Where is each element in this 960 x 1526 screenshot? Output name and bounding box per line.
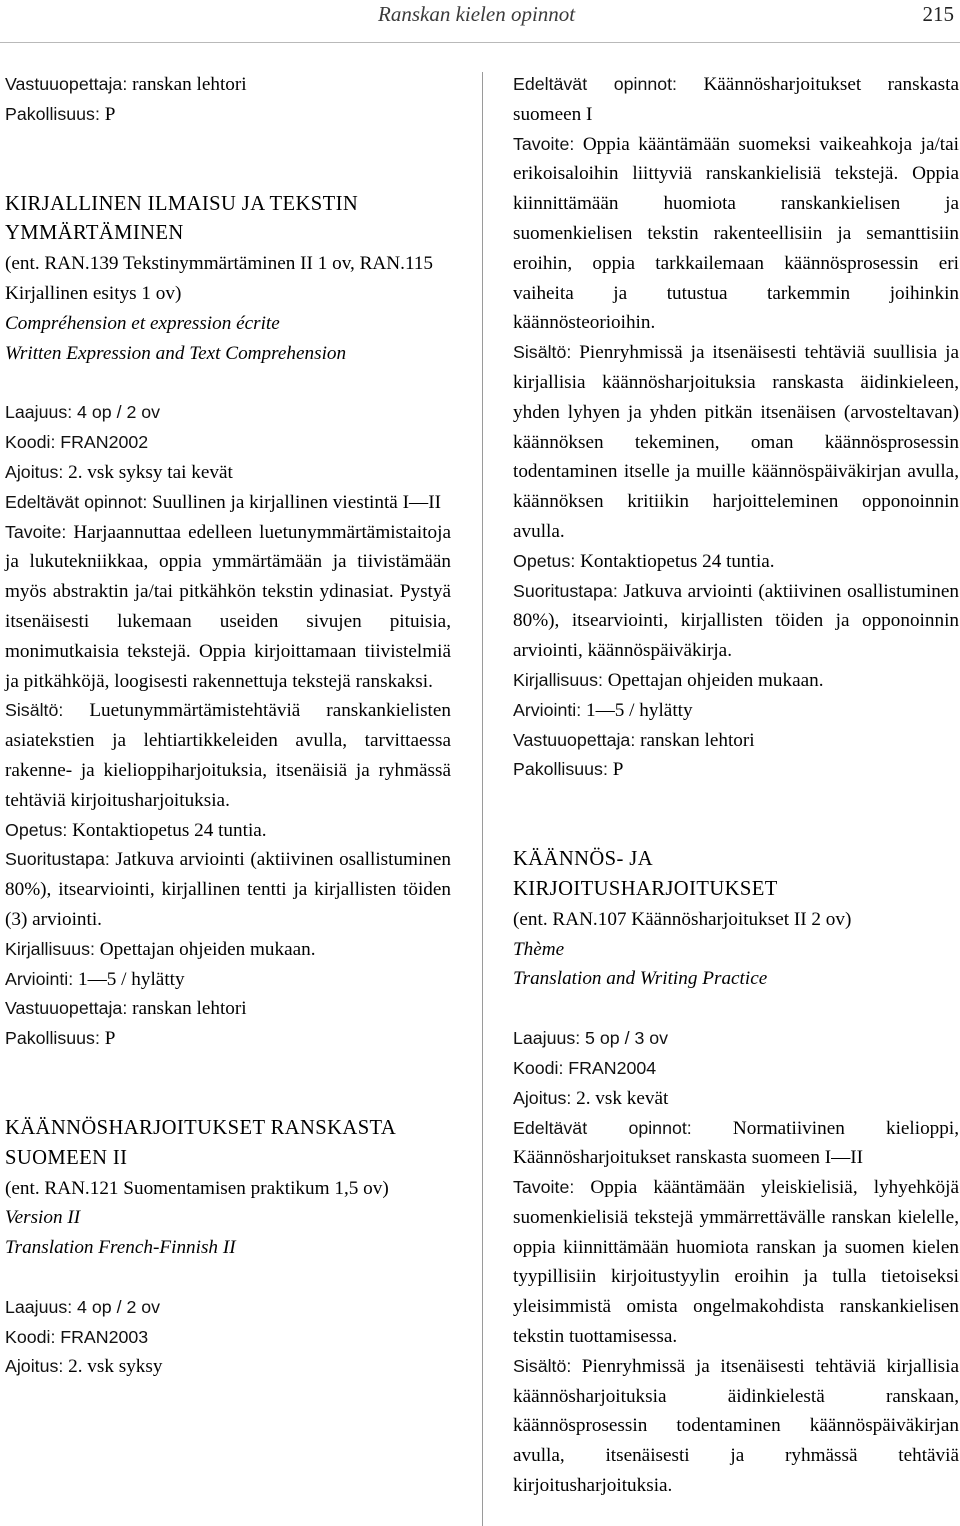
field-label: Koodi:: [5, 432, 56, 453]
column-divider: [482, 72, 483, 1526]
field-label: Tavoite:: [5, 521, 67, 542]
field-value: 2. vsk syksy tai kevät: [68, 461, 233, 483]
spacer: [513, 994, 959, 1024]
goal-line: [513, 130, 959, 339]
course-title-en: Translation and Writing Practice: [513, 968, 768, 990]
code-line: [5, 1323, 451, 1353]
spacer: [5, 130, 451, 190]
field-label: Laajuus:: [5, 402, 73, 423]
code-line: [5, 428, 451, 458]
field-label: Opetus:: [5, 819, 68, 840]
spacer: [5, 1263, 451, 1293]
field-value: Opettajan ohjeiden mukaan.: [99, 938, 316, 960]
field-value: Käännösharjoitukset ranskasta suomeen I: [513, 74, 959, 125]
field-label: Ajoitus:: [5, 461, 64, 482]
field-value: Luetunymmärtämistehtäviä ranskankielisten asiatekstien ja lehtiartikkeleiden avulla, tarvittaessa rakenne- ja kielioppiharjoituksia, itsenäisiä ja ryhmässä tehtäviä kirjoitusharjoituksia.: [5, 700, 451, 811]
field-label: Vastuuopettaja:: [5, 998, 128, 1019]
field-label: Kirjallisuus:: [513, 669, 603, 690]
mandatory-line: [5, 100, 451, 130]
spacer: [5, 368, 451, 398]
field-label: Edeltävät opinnot:: [5, 491, 148, 512]
field-value: ranskan lehtori: [640, 729, 755, 751]
header-rule: [0, 42, 960, 43]
field-value: Kontaktiopetus 24 tuntia.: [580, 550, 775, 572]
field-value: 1—5 / hylätty: [77, 968, 185, 990]
field-label: Koodi:: [513, 1057, 564, 1078]
field-value: Jatkuva arviointi (aktiivinen osallistuminen 80%), itsearviointi, kirjallisten töiden ja opponoinnin arviointi, käännöspäiväkirja.: [513, 580, 959, 662]
course-title-en: Translation French-Finnish II: [5, 1237, 236, 1259]
field-label: Arviointi:: [5, 968, 74, 989]
field-label: Sisältö:: [513, 1355, 572, 1376]
grading-line: [513, 696, 959, 726]
content-line: [513, 1352, 959, 1501]
course-title-en: Written Expression and Text Comprehension: [5, 342, 347, 364]
field-value: Jatkuva arviointi (aktiivinen osallistuminen 80%), itsearviointi, kirjallinen tentti ja kirjallisten töiden (3) arviointi.: [5, 849, 451, 930]
right-column: [513, 70, 959, 1501]
field-value: 2. vsk syksy: [68, 1356, 163, 1378]
field-label: Suoritustapa:: [5, 849, 110, 870]
field-value: 2. vsk kevät: [576, 1087, 669, 1109]
timing-line: [5, 1352, 451, 1382]
content-line: [5, 696, 451, 815]
course-title: KÄÄNNÖSHARJOITUKSET RANSKASTA SUOMEEN II: [5, 1116, 396, 1169]
course-title-fr: Compréhension et expression écrite: [5, 312, 280, 334]
field-value: Suullinen ja kirjallinen viestintä I—II: [152, 491, 441, 513]
field-label: Suoritustapa:: [513, 580, 618, 601]
mandatory-line: [5, 1024, 451, 1054]
field-label: Laajuus:: [513, 1028, 581, 1049]
mandatory-line: [513, 755, 959, 785]
field-value: P: [104, 103, 116, 125]
field-label: Pakollisuus:: [5, 1028, 100, 1049]
spacer: [513, 785, 959, 845]
field-label: Arviointi:: [513, 699, 582, 720]
course-former: (ent. RAN.121 Suomentamisen praktikum 1,5 ov): [5, 1177, 389, 1199]
goal-line: [5, 518, 451, 697]
goal-line: [513, 1173, 959, 1352]
field-value: 4 op / 2 ov: [77, 402, 161, 423]
field-value: Opettajan ohjeiden mukaan.: [607, 669, 824, 691]
timing-line: [5, 458, 451, 488]
field-label: Laajuus:: [5, 1296, 73, 1317]
field-value: 5 op / 3 ov: [585, 1028, 669, 1049]
field-value: Normatiivinen kielioppi, Käännösharjoitukset ranskasta suomeen I—II: [513, 1117, 959, 1169]
course-title: KIRJALLINEN ILMAISU JA TEKSTIN YMMÄRTÄMINEN: [5, 192, 359, 245]
grading-line: [5, 965, 451, 995]
field-label: Sisältö:: [5, 700, 64, 721]
field-value: 1—5 / hylätty: [585, 699, 693, 721]
field-label: Kirjallisuus:: [5, 938, 95, 959]
field-value: FRAN2003: [60, 1326, 149, 1347]
field-label: Edeltävät opinnot:: [513, 1117, 692, 1138]
field-label: Edeltävät opinnot:: [513, 74, 677, 94]
field-label: Vastuuopettaja:: [5, 74, 128, 94]
field-value: Pienryhmissä ja itsenäisesti tehtäviä suullisia ja kirjallisia käännösharjoituksia ranskasta äidinkieleen, yhden lyhyen ja yhden pitkän itsenäisen (arvosteltavan) käännöksen tekeminen, oman käännösprosessin todentaminen itselle ja muille käännöspäiväkirjan avulla, käännöksen kritiikin harjoitteleminen opponoinnin avulla.: [513, 342, 959, 542]
field-value: P: [612, 759, 624, 781]
teaching-line: [5, 816, 451, 846]
prereq-line: [513, 70, 959, 130]
field-value: P: [104, 1028, 116, 1050]
teacher-line: [513, 726, 959, 756]
page-number: 215: [922, 2, 954, 26]
teacher-line: [5, 994, 451, 1024]
course-title-fr: Thème: [513, 938, 565, 960]
course-title: KÄÄNNÖS- JA KIRJOITUSHARJOITUKSET: [513, 848, 778, 900]
timing-line: [513, 1084, 959, 1114]
field-label: Pakollisuus:: [513, 759, 608, 780]
literature-line: [5, 935, 451, 965]
field-value: FRAN2002: [60, 432, 149, 453]
field-label: Opetus:: [513, 550, 576, 571]
spacer: [5, 1054, 451, 1114]
course-former: (ent. RAN.107 Käännösharjoitukset II 2 ov): [513, 908, 852, 930]
running-title: Ranskan kielen opinnot: [378, 2, 576, 26]
field-value: Oppia kääntämään suomeksi vaikeahkoja ja/tai erikoisaloihin liittyviä ranskankielisiä tekstejä. Oppia kiinnittämään huomiota ranskankielisen ja suomenkielisen tekstin rakenteellisiin ja semanttisiin eroihin, oppia tarkkailemaan käännösprosessin eri vaiheita ja tutustua tarkemmin joihinkin käännösteorioihin.: [513, 133, 959, 334]
method-line: [5, 845, 451, 934]
field-value: Pienryhmissä ja itsenäisesti tehtäviä kirjallisia käännösharjoituksia äidinkielestä ranskaan, käännösprosessin todentaminen käännöspäiväkirjan avulla, itsenäisesti ja ryhmässä tehtäviä kirjoitusharjoituksia.: [513, 1355, 959, 1497]
method-line: [513, 577, 959, 666]
field-value: ranskan lehtori: [132, 998, 247, 1020]
field-value: Oppia kääntämään yleiskielisiä, lyhyehköjä suomenkielisiä tekstejä ymmärrettävälle ranskan kielelle, oppia kiinnittämään huomiota ranskan ja suomen kielen tyypillisiin kirjoitustyylin eroihin ja tulla tietoiseksi yleisimmistä omista ongelmakohdista ranskankielisen tekstin tuottamisessa.: [513, 1177, 959, 1348]
field-label: Ajoitus:: [5, 1356, 64, 1377]
field-value: Harjaannuttaa edelleen luetunymmärtämistaitoja ja lukutekniikkaa, oppia ymmärtämään ja tiivistämään myös abstraktin ja/tai pitkähkön tekstin ydinasiat. Pystyä itsenäisesti lukemaan useiden sivujen pituisia, monimutkaisia tekstejä. Oppia kirjoittamaan tiivistelmiä ja pitkähköjä, loogisesti rakennettuja tekstejä ranskaksi.: [5, 521, 451, 692]
field-value: Kontaktiopetus 24 tuntia.: [72, 819, 267, 841]
teacher-line: [5, 70, 451, 100]
field-value: 4 op / 2 ov: [77, 1296, 161, 1317]
field-value: ranskan lehtori: [132, 74, 247, 95]
field-label: Tavoite:: [513, 1177, 575, 1198]
field-label: Pakollisuus:: [5, 103, 100, 124]
prereq-line: [513, 1114, 959, 1174]
field-label: Tavoite:: [513, 133, 575, 154]
field-label: Vastuuopettaja:: [513, 729, 636, 750]
content-line: [513, 338, 959, 547]
field-label: Koodi:: [5, 1326, 56, 1347]
code-line: [513, 1054, 959, 1084]
scope-line: [513, 1024, 959, 1054]
field-label: Sisältö:: [513, 342, 572, 363]
page-header: [0, 0, 960, 46]
course-title-fr: Version II: [5, 1207, 81, 1229]
field-label: Ajoitus:: [513, 1087, 572, 1108]
literature-line: [513, 666, 959, 696]
field-value: FRAN2004: [568, 1057, 657, 1078]
left-column: [5, 70, 451, 1382]
course-former: (ent. RAN.139 Tekstinymmärtäminen II 1 ov, RAN.115 Kirjallinen esitys 1 ov): [5, 253, 434, 304]
teaching-line: [513, 547, 959, 577]
scope-line: [5, 1293, 451, 1323]
scope-line: [5, 398, 451, 428]
prereq-line: [5, 488, 451, 518]
